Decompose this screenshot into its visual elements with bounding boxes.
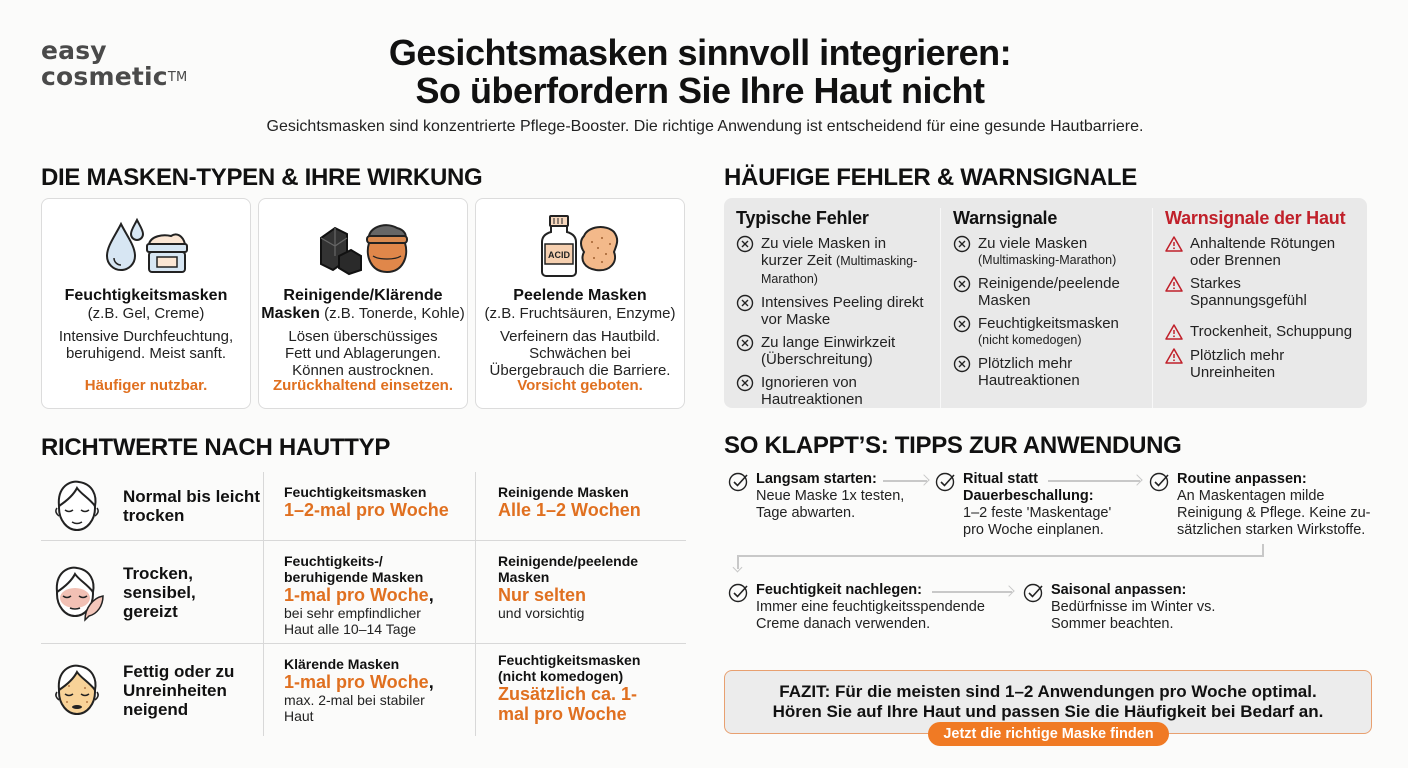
- errors-heading: HÄUFIGE FEHLER & WARNSIGNALE: [724, 164, 1137, 191]
- find-mask-button[interactable]: Jetzt die richtige Maske finden: [928, 722, 1169, 746]
- x-circle-icon: [736, 235, 754, 253]
- face-sensitive-icon: [49, 562, 105, 622]
- x-circle-icon: [953, 355, 971, 373]
- water-drops-cream-jar-icon: [42, 213, 250, 279]
- column-title: Typische Fehler: [736, 208, 869, 228]
- brand-logo: [41, 38, 187, 90]
- trademark: TM: [167, 70, 188, 85]
- list-item: Reinigende/peelende Masken: [953, 275, 1142, 309]
- connector-line: [737, 555, 1264, 557]
- mask-card-cleansing: [258, 198, 468, 409]
- card-description: Lösen überschüssiges Fett und Ablagerungen. Können austrocknen.: [285, 328, 441, 379]
- warning-triangle-icon: [1165, 235, 1183, 253]
- warning-triangle-icon: [1165, 347, 1183, 365]
- list-item: Trockenheit, Schuppung: [1165, 323, 1356, 341]
- title-line2: So überfordern Sie Ihre Haut nicht: [415, 70, 985, 111]
- tip-item: Feuchtigkeit nachlegen: Immer eine feuchtigkeitsspendende Creme danach verwenden.: [728, 582, 996, 633]
- mask-card-moisture: [41, 198, 251, 409]
- check-circle-icon: [728, 471, 750, 493]
- tip-item: Saisonal anpassen: Bedürfnisse im Winter vs. Sommer beachten.: [1023, 582, 1221, 633]
- x-circle-icon: [953, 315, 971, 333]
- acid-bottle-sponge-icon: [476, 213, 684, 279]
- flow-arrow: [1048, 480, 1140, 482]
- warning-triangle-icon: [1165, 323, 1183, 341]
- card-description: Intensive Durchfeuchtung, beruhigend. Meist sanft.: [58, 328, 234, 362]
- frequency: Nur selten: [498, 585, 587, 605]
- card-example: Masken (z.B. Tonerde, Kohle): [261, 305, 465, 322]
- mask-type: Reinigende Masken: [498, 484, 629, 500]
- check-circle-icon: [935, 471, 957, 493]
- mask-type: Feuchtigkeitsmasken (nicht komedogen): [498, 652, 641, 684]
- skin-type-label: Normal bis leicht trocken: [123, 487, 260, 525]
- face-oily-icon: [49, 660, 105, 720]
- page-subtitle: Gesichtsmasken sind konzentrierte Pflege-Booster. Die richtige Anwendung ist entscheidend für eine gesunde Hautbarriere.: [266, 118, 1144, 135]
- logo-line2: cosmetic: [41, 62, 168, 91]
- list-item: Intensives Peeling direkt vor Maske: [736, 294, 930, 328]
- tip-item: Ritual statt Dauerbeschallung: 1–2 feste 'Maskentage' pro Woche einplanen.: [935, 471, 1123, 539]
- conclusion-line2: Hören Sie auf Ihre Haut und passen Sie die Häufigkeit bei Bedarf an.: [772, 702, 1324, 721]
- column-title: Warnsignale: [953, 208, 1058, 228]
- frequency: Alle 1–2 Wochen: [498, 500, 641, 520]
- card-note: Zurückhaltend einsetzen.: [272, 377, 454, 394]
- card-title: Feuchtigkeitsmasken: [64, 287, 228, 304]
- list-item: Plötzlich mehr Hautreaktionen: [953, 355, 1142, 389]
- mask-types-heading: DIE MASKEN-TYPEN & IHRE WIRKUNG: [41, 164, 483, 191]
- card-note: Vorsicht geboten.: [517, 377, 643, 394]
- flow-arrow: [883, 480, 927, 482]
- tip-item: Routine anpassen: An Maskentagen milde Reinigung & Pflege. Keine zu-sätzlichen starken Wirkstoffe.: [1149, 471, 1377, 539]
- frequency-note: max. 2-mal bei stabiler Haut: [284, 692, 425, 724]
- x-circle-icon: [736, 374, 754, 392]
- arrow-head: [733, 563, 743, 573]
- list-item: Zu viele Masken in kurzer Zeit (Multimasking-Marathon): [736, 235, 930, 288]
- x-circle-icon: [736, 294, 754, 312]
- mask-type: Reinigende/peelende Masken: [498, 553, 639, 585]
- logo-line1: easy: [41, 36, 107, 65]
- mask-type: Feuchtigkeits-/ beruhigende Masken: [284, 553, 424, 585]
- conclusion-line1: FAZIT: Für die meisten sind 1–2 Anwendungen pro Woche optimal.: [779, 682, 1317, 701]
- x-circle-icon: [736, 334, 754, 352]
- frequency-note: bei sehr empfindlicher Haut alle 10–14 Tage: [284, 605, 421, 637]
- check-circle-icon: [1149, 471, 1171, 493]
- card-note: Häufiger nutzbar.: [84, 377, 208, 394]
- table-row: [41, 472, 686, 541]
- svg-text:ACID: ACID: [548, 250, 570, 260]
- charcoal-clay-pot-icon: [259, 213, 467, 279]
- list-item: Ignorieren von Hautreaktionen: [736, 374, 930, 408]
- x-circle-icon: [953, 275, 971, 293]
- warnings-column: [940, 208, 1152, 408]
- list-item: Feuchtigkeitsmasken (nicht komedogen): [953, 315, 1142, 349]
- check-circle-icon: [728, 582, 750, 604]
- skin-types-heading: RICHTWERTE NACH HAUTTYP: [41, 434, 391, 461]
- frequency-note: und vorsichtig: [498, 605, 585, 621]
- table-row: [41, 644, 686, 736]
- card-example: (z.B. Gel, Creme): [87, 305, 205, 322]
- skin-type-label: Trocken, sensibel, gereizt: [123, 563, 196, 621]
- tips-heading: SO KLAPPT’S: TIPPS ZUR ANWENDUNG: [724, 432, 1182, 459]
- face-normal-icon: [49, 476, 105, 536]
- page-title: [300, 34, 1100, 110]
- tip-item: Langsam starten: Neue Maske 1x testen, Tage abwarten.: [728, 471, 916, 522]
- frequency: 1-mal pro Woche,: [284, 585, 434, 605]
- frequency: Zusätzlich ca. 1-mal pro Woche: [498, 684, 638, 724]
- skin-warnings-column: [1152, 208, 1366, 408]
- errors-panel: [724, 198, 1367, 408]
- column-title: Warnsignale der Haut: [1165, 208, 1346, 228]
- mask-type: Feuchtigkeitsmasken: [284, 484, 427, 500]
- list-item: Zu lange Einwirkzeit (Überschreitung): [736, 334, 930, 368]
- card-example: (z.B. Fruchtsäuren, Enzyme): [484, 305, 676, 322]
- list-item: Plötzlich mehr Unreinheiten: [1165, 347, 1356, 381]
- frequency: 1–2-mal pro Woche: [284, 500, 449, 520]
- flow-arrow: [932, 591, 1012, 593]
- title-line1: Gesichtsmasken sinnvoll integrieren:: [388, 32, 1012, 73]
- table-row: [41, 541, 686, 644]
- check-circle-icon: [1023, 582, 1045, 604]
- x-circle-icon: [953, 235, 971, 253]
- list-item: Starkes Spannungsgefühl: [1165, 275, 1356, 309]
- skin-type-table: [41, 472, 686, 736]
- card-description: Verfeinern das Hautbild. Schwächen bei Übergebrauch die Barriere.: [489, 328, 671, 379]
- warning-triangle-icon: [1165, 275, 1183, 293]
- frequency: 1-mal pro Woche,: [284, 672, 434, 692]
- skin-type-label: Fettig oder zu Unreinheiten neigend: [123, 661, 235, 719]
- card-title: Peelende Masken: [513, 287, 647, 304]
- list-item: Anhaltende Rötungen oder Brennen: [1165, 235, 1356, 269]
- card-title: Reinigende/Klärende: [283, 287, 443, 304]
- mask-type: Klärende Masken: [284, 656, 400, 672]
- list-item: Zu viele Masken (Multimasking-Marathon): [953, 235, 1142, 269]
- typical-errors-column: [724, 208, 940, 408]
- mask-card-peeling: [475, 198, 685, 409]
